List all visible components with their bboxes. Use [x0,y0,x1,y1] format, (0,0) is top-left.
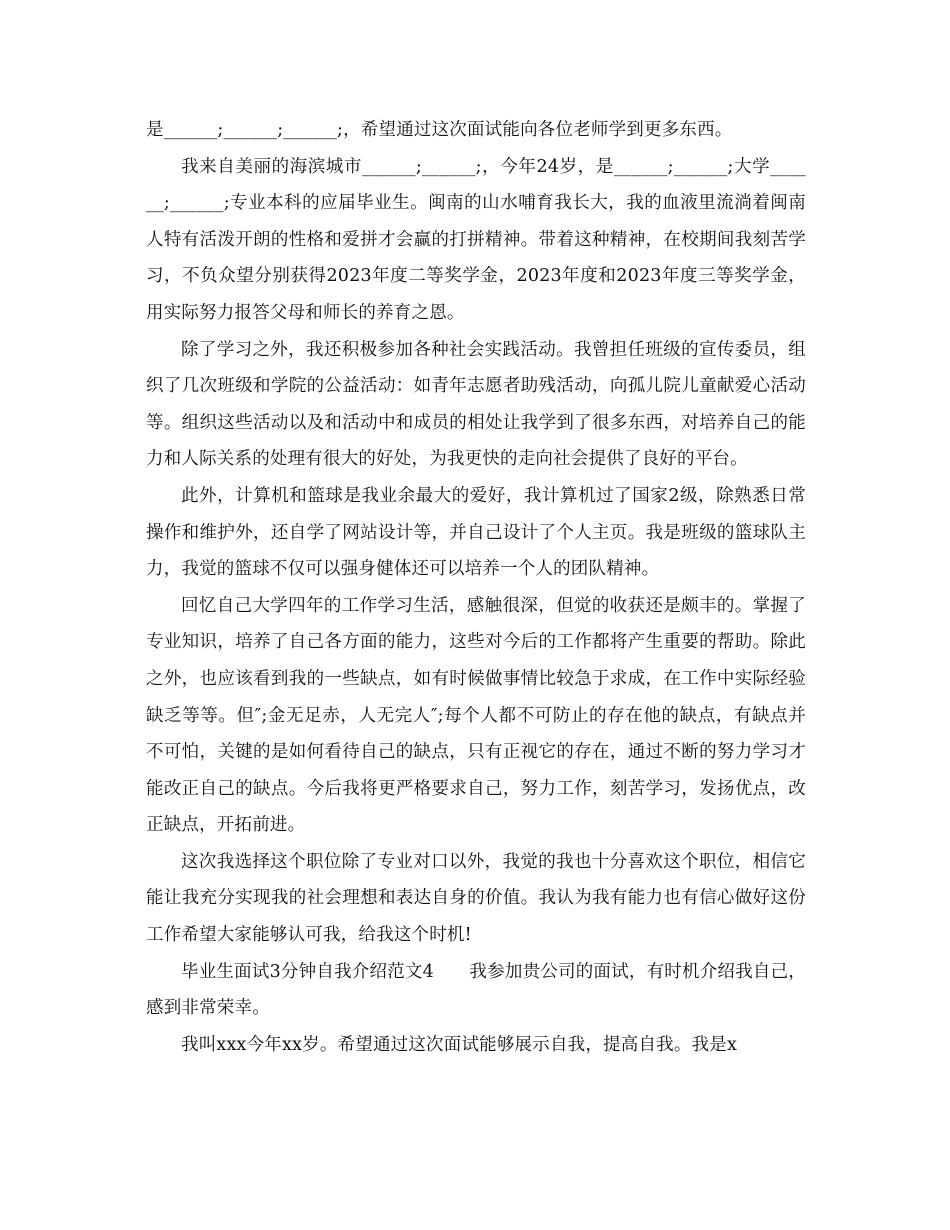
document-body [146,112,806,1063]
paragraph: 我来自美丽的海滨城市______;______;，今年24岁，是______;______;大学______;______;专业本科的应届毕业生。闽南的山水哺育我长大，我的血液里流淌着闽南人特有活泼开朗的性格和爱拼才会赢的打拼精神。带着这种精神，在校期间我刻苦学习，不负众望分别获得2023年度二等奖学金，2023年度和2023年度三等奖学金，用实际努力报答父母和师长的养育之恩。 [146,156,806,323]
paragraph: 此外，计算机和篮球是我业余最大的爱好，我计算机过了国家2级，除熟悉日常操作和维护外，还自学了网站设计等，并自己设计了个人主页。我是班级的篮球队主力，我觉的篮球不仅可以强身健体还可以培养一个人的团队精神。 [146,485,806,580]
paragraph: 毕业生面试3分钟自我介绍范文4 我参加贵公司的面试，有时机介绍我自己，感到非常荣幸。 [146,961,806,1019]
paragraph: 我叫xxx今年xx岁。希望通过这次面试能够展示自我，提高自我。我是x [181,1034,738,1055]
paragraph: 回忆自己大学四年的工作学习生活，感触很深，但觉的收获还是颇丰的。掌握了专业知识，培养了自己各方面的能力，这些对今后的工作都将产生重要的帮助。除此之外，也应该看到我的一些缺点，如有时候做事情比较急于求成，在工作中实际经验缺乏等等。但″;金无足赤，人无完人″;每个人都不可防止的存在他的缺点，有缺点并不可怕，关键的是如何看待自己的缺点，只有正视它的存在，通过不断的努力学习才能改正自己的缺点。今后我将更严格要求自己，努力工作，刻苦学习，发扬优点，改正缺点，开拓前进。 [146,595,806,836]
paragraph: 是______;______;______;，希望通过这次面试能向各位老师学到更多东西。 [146,120,733,140]
paragraph: 这次我选择这个职位除了专业对口以外，我觉的我也十分喜欢这个职位，相信它能让我充分实现我的社会理想和表达自身的价值。我认为我有能力也有信心做好这份工作希望大家能够认可我，给我这个时机! [146,851,806,946]
paragraph: 除了学习之外，我还积极参加各种社会实践活动。我曾担任班级的宣传委员，组织了几次班级和学院的公益活动：如青年志愿者助残活动，向孤儿院儿童献爱心活动等。组织这些活动以及和活动中和成员的相处让我学到了很多东西，对培养自己的能力和人际关系的处理有很大的好处，为我更快的走向社会提供了良好的平台。 [146,339,806,470]
